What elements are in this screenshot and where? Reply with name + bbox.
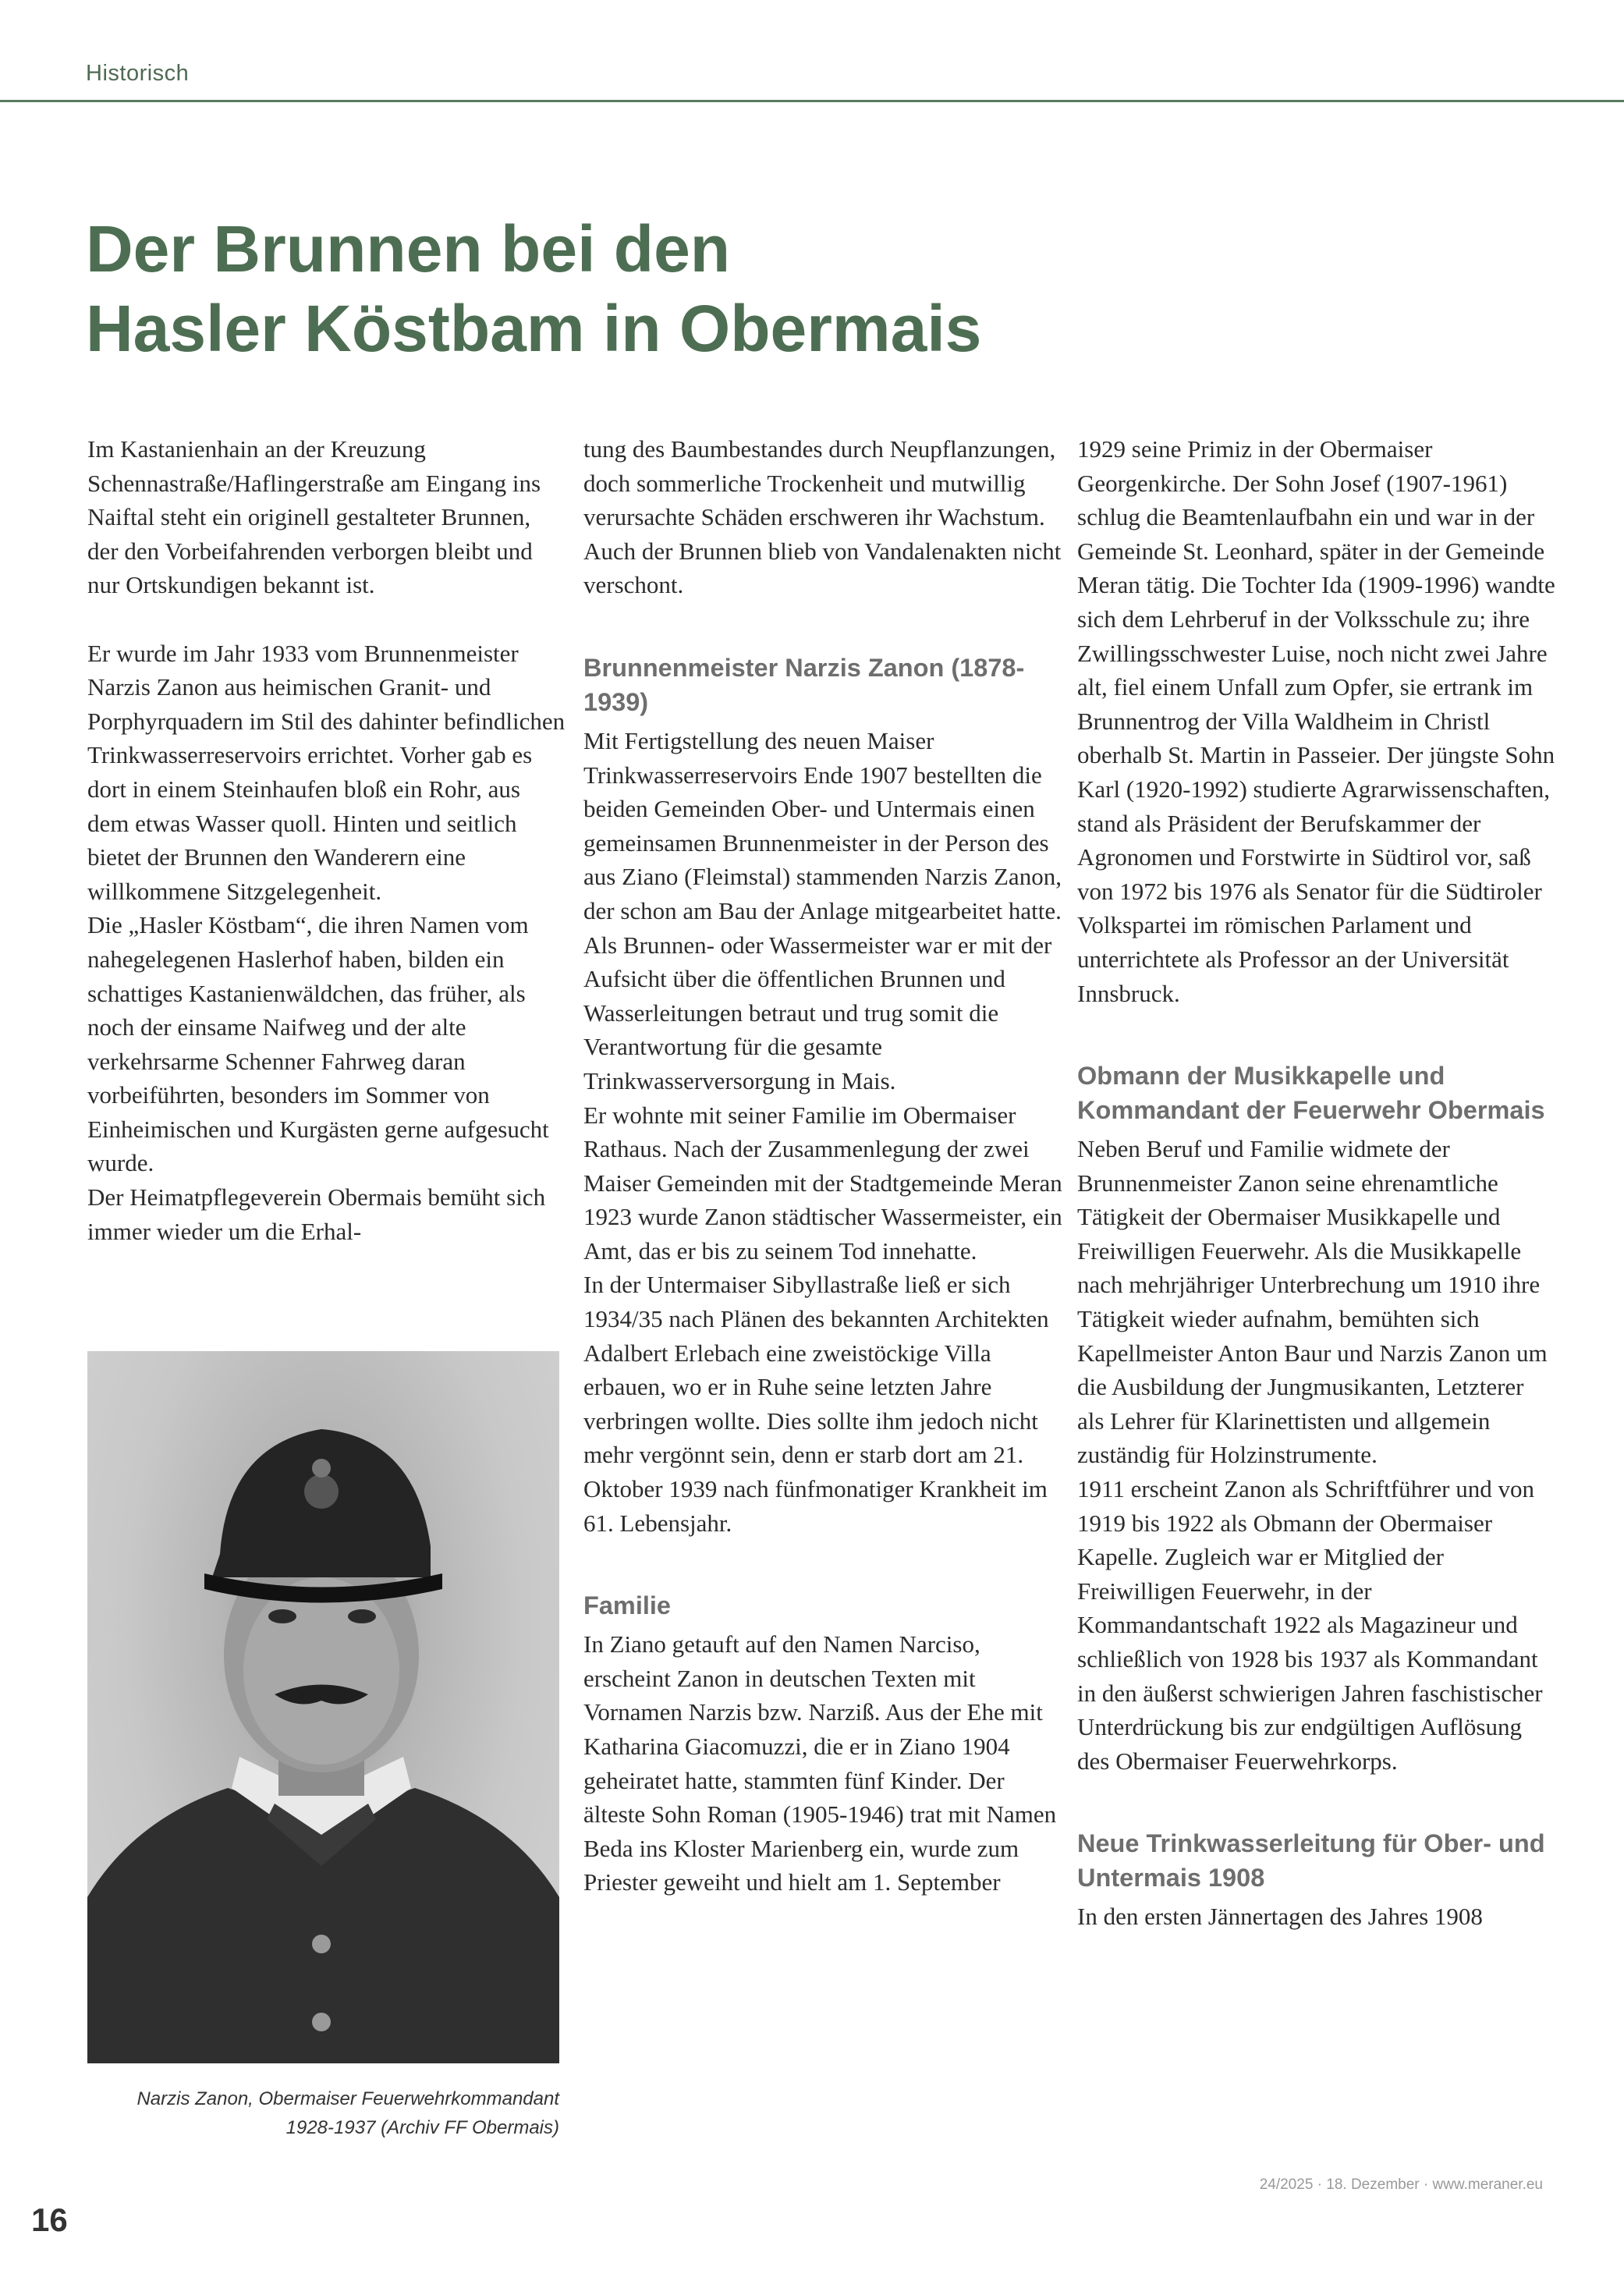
paragraph: tung des Baumbestandes durch Neupflanzungen, doch sommerliche Trockenheit und mutwillig verursachte Schäden erschweren ihr Wachstum. Auch der Brunnen blieb von Vandalenakten nicht verschont. bbox=[583, 435, 1062, 599]
paragraph: Im Kastanienhain an der Kreuzung Schennastraße/Haflingerstraße am Eingang ins Naiftal steht ein originell gestalteter Brunnen, der den Vorbeifahrenden verborgen bleibt und nur Ortskundigen bekannt ist. bbox=[87, 435, 541, 599]
paragraph: 1929 seine Primiz in der Obermaiser Georgenkirche. Der Sohn Josef (1907-1961) schlug die Beamtenlaufbahn ein und war in der Gemeinde St. Leonhard, später in der Gemeinde Meran tätig. Die Tochter Ida (1909-1996) wandte sich dem Lehrberuf in der Volksschule zu; ihre Zwillingsschwester Luise, noch nicht zwei Jahre alt, fiel einem Unfall zum Opfer, sie ertrank im Brunnentrog der Villa Waldheim in Christl oberhalb St. Martin in Passeier. Der jüngste Sohn Karl (1920-1992) studierte Agrarwissenschaften, stand als Präsident der Berufskammer der Agronomen und Forstwirte in Südtirol vor, saß von 1972 bis 1976 als Senator für die Südtiroler Volkspartei im römischen Parlament und unterrichtete als Professor an der Universität Innsbruck. bbox=[1077, 435, 1555, 1007]
subheading-brunnenmeister: Brunnenmeister Narzis Zanon (1878-1939) bbox=[583, 653, 1025, 716]
paragraph: Neben Beruf und Familie widmete der Brunnenmeister Zanon seine ehrenamtliche Tätigkeit der Obermaiser Musikkapelle und Freiwilligen Feuerwehr. Als die Musikkapelle nach mehrjähriger Unterbrechung um 1910 ihre Tätigkeit wieder aufnahm, bemühten sich Kapellmeister Anton Baur und Narzis Zanon um die Ausbildung der Jungmusikanten, Letzterer als Lehrer für Klarinettisten und allgemein zuständig für Holzinstrumente. bbox=[1077, 1135, 1548, 1469]
paragraph: In Ziano getauft auf den Namen Narciso, erscheint Zanon in deutschen Texten mit Vornamen Narzis bzw. Narziß. Aus der Ehe mit Katharina Giacomuzzi, die er in Ziano 1904 geheiratet hatte, stammten fünf Kinder. Der älteste Sohn Roman (1905-1946) trat mit Namen Beda ins Kloster Marienberg ein, wurde zum Priester geweiht und hielt am 1. September bbox=[583, 1630, 1057, 1896]
paragraph: Er wurde im Jahr 1933 vom Brunnenmeister Narzis Zanon aus heimischen Granit- und Porphyrquadern im Stil des dahinter befindlichen Trinkwasserreservoirs errichtet. Vorher gab es dort in einem Steinhaufen bloß ein Rohr, aus dem etwas Wasser quoll. Hinten und seitlich bietet der Brunnen den Wanderern eine willkommene Sitzgelegenheit. bbox=[87, 639, 566, 905]
text-column-3 bbox=[1077, 432, 1556, 1934]
photo-caption-line-2: 1928-1937 (Archiv FF Obermais) bbox=[285, 2117, 559, 2138]
section-label: Historisch bbox=[86, 61, 190, 86]
page-number: 16 bbox=[31, 2201, 68, 2238]
header-divider bbox=[0, 100, 1624, 102]
paragraph: Als Brunnen- oder Wassermeister war er mit der Aufsicht über die öffentlichen Brunnen und Wasserleitungen betraut und trug somit die Verantwortung für die gesamte Trinkwasserversorgung in Mais. bbox=[583, 931, 1052, 1094]
article-title-line-2: Hasler Köstbam in Obermais bbox=[86, 292, 982, 365]
paragraph: Mit Fertigstellung des neuen Maiser Trinkwasserreservoirs Ende 1907 bestellten die beiden Gemeinden Ober- und Untermais einen gemeinsamen Brunnenmeister in der Person des aus Ziano (Fleimstal) stammenden Narzis Zanon, der schon am Bau der Anlage mitgearbeitet hatte. bbox=[583, 726, 1062, 924]
paragraph: Er wohnte mit seiner Familie im Obermaiser Rathaus. Nach der Zusammenlegung der zwei Maiser Gemeinden mit der Stadtgemeinde Meran 1923 wurde Zanon städtischer Wassermeister, ein Amt, das er bis zu seinem Tod innehatte. bbox=[583, 1101, 1062, 1265]
paragraph: In den ersten Jännertagen des Jahres 1908 bbox=[1077, 1903, 1483, 1931]
paragraph: 1911 erscheint Zanon als Schriftführer und von 1919 bis 1922 als Obmann der Obermaiser Kapelle. Zugleich war er Mitglied der Freiwilligen Feuerwehr, in der Kommandantschaft 1922 als Magazineur und schließlich von 1928 bis 1937 als Kommandant in den äußerst schwierigen Jahren faschistischer Unterdrückung bis zur endgültigen Auflösung des Obermaiser Feuerwehrkorps. bbox=[1077, 1475, 1543, 1775]
issue-info: 24/2025 · 18. Dezember · www.meraner.eu bbox=[1259, 2176, 1543, 2193]
article-title-line-1: Der Brunnen bei den bbox=[86, 212, 731, 286]
photo-caption bbox=[87, 2084, 559, 2142]
portrait-photo bbox=[87, 1351, 559, 2063]
subheading-obmann: Obmann der Musikkapelle und Kommandant der Feuerwehr Obermais bbox=[1077, 1062, 1545, 1125]
subheading-trinkwasserleitung: Neue Trinkwasserleitung für Ober- und Untermais 1908 bbox=[1077, 1829, 1545, 1893]
article-title bbox=[86, 209, 1178, 368]
portrait-illustration bbox=[87, 1351, 559, 2063]
paragraph: Der Heimatpflegeverein Obermais bemüht sich immer wieder um die Erhal- bbox=[87, 1183, 546, 1245]
paragraph: In der Untermaiser Sibyllastraße ließ er sich 1934/35 nach Plänen des bekannten Architekten Adalbert Erlebach eine zweistöckige Villa erbauen, wo er in Ruhe seine letzten Jahre verbringen wollte. Dies sollte ihm jedoch nicht mehr vergönnt sein, denn er starb dort am 21. Oktober 1939 nach fünfmonatiger Krankheit im 61. Lebensjahr. bbox=[583, 1271, 1049, 1537]
subheading-familie: Familie bbox=[583, 1591, 671, 1620]
text-column-1 bbox=[87, 432, 566, 1248]
text-column-2 bbox=[583, 432, 1062, 1900]
paragraph: Die „Hasler Köstbam“, die ihren Namen vom nahegelegenen Haslerhof haben, bilden ein schattiges Kastanienwäldchen, das früher, als noch der einsame Naifweg und der alte verkehrsarme Schenner Fahrweg daran vorbeiführten, besonders im Sommer von Einheimischen und Kurgästen gerne aufgesucht wurde. bbox=[87, 911, 549, 1177]
photo-caption-line-1: Narzis Zanon, Obermaiser Feuerwehrkommandant bbox=[137, 2088, 559, 2109]
